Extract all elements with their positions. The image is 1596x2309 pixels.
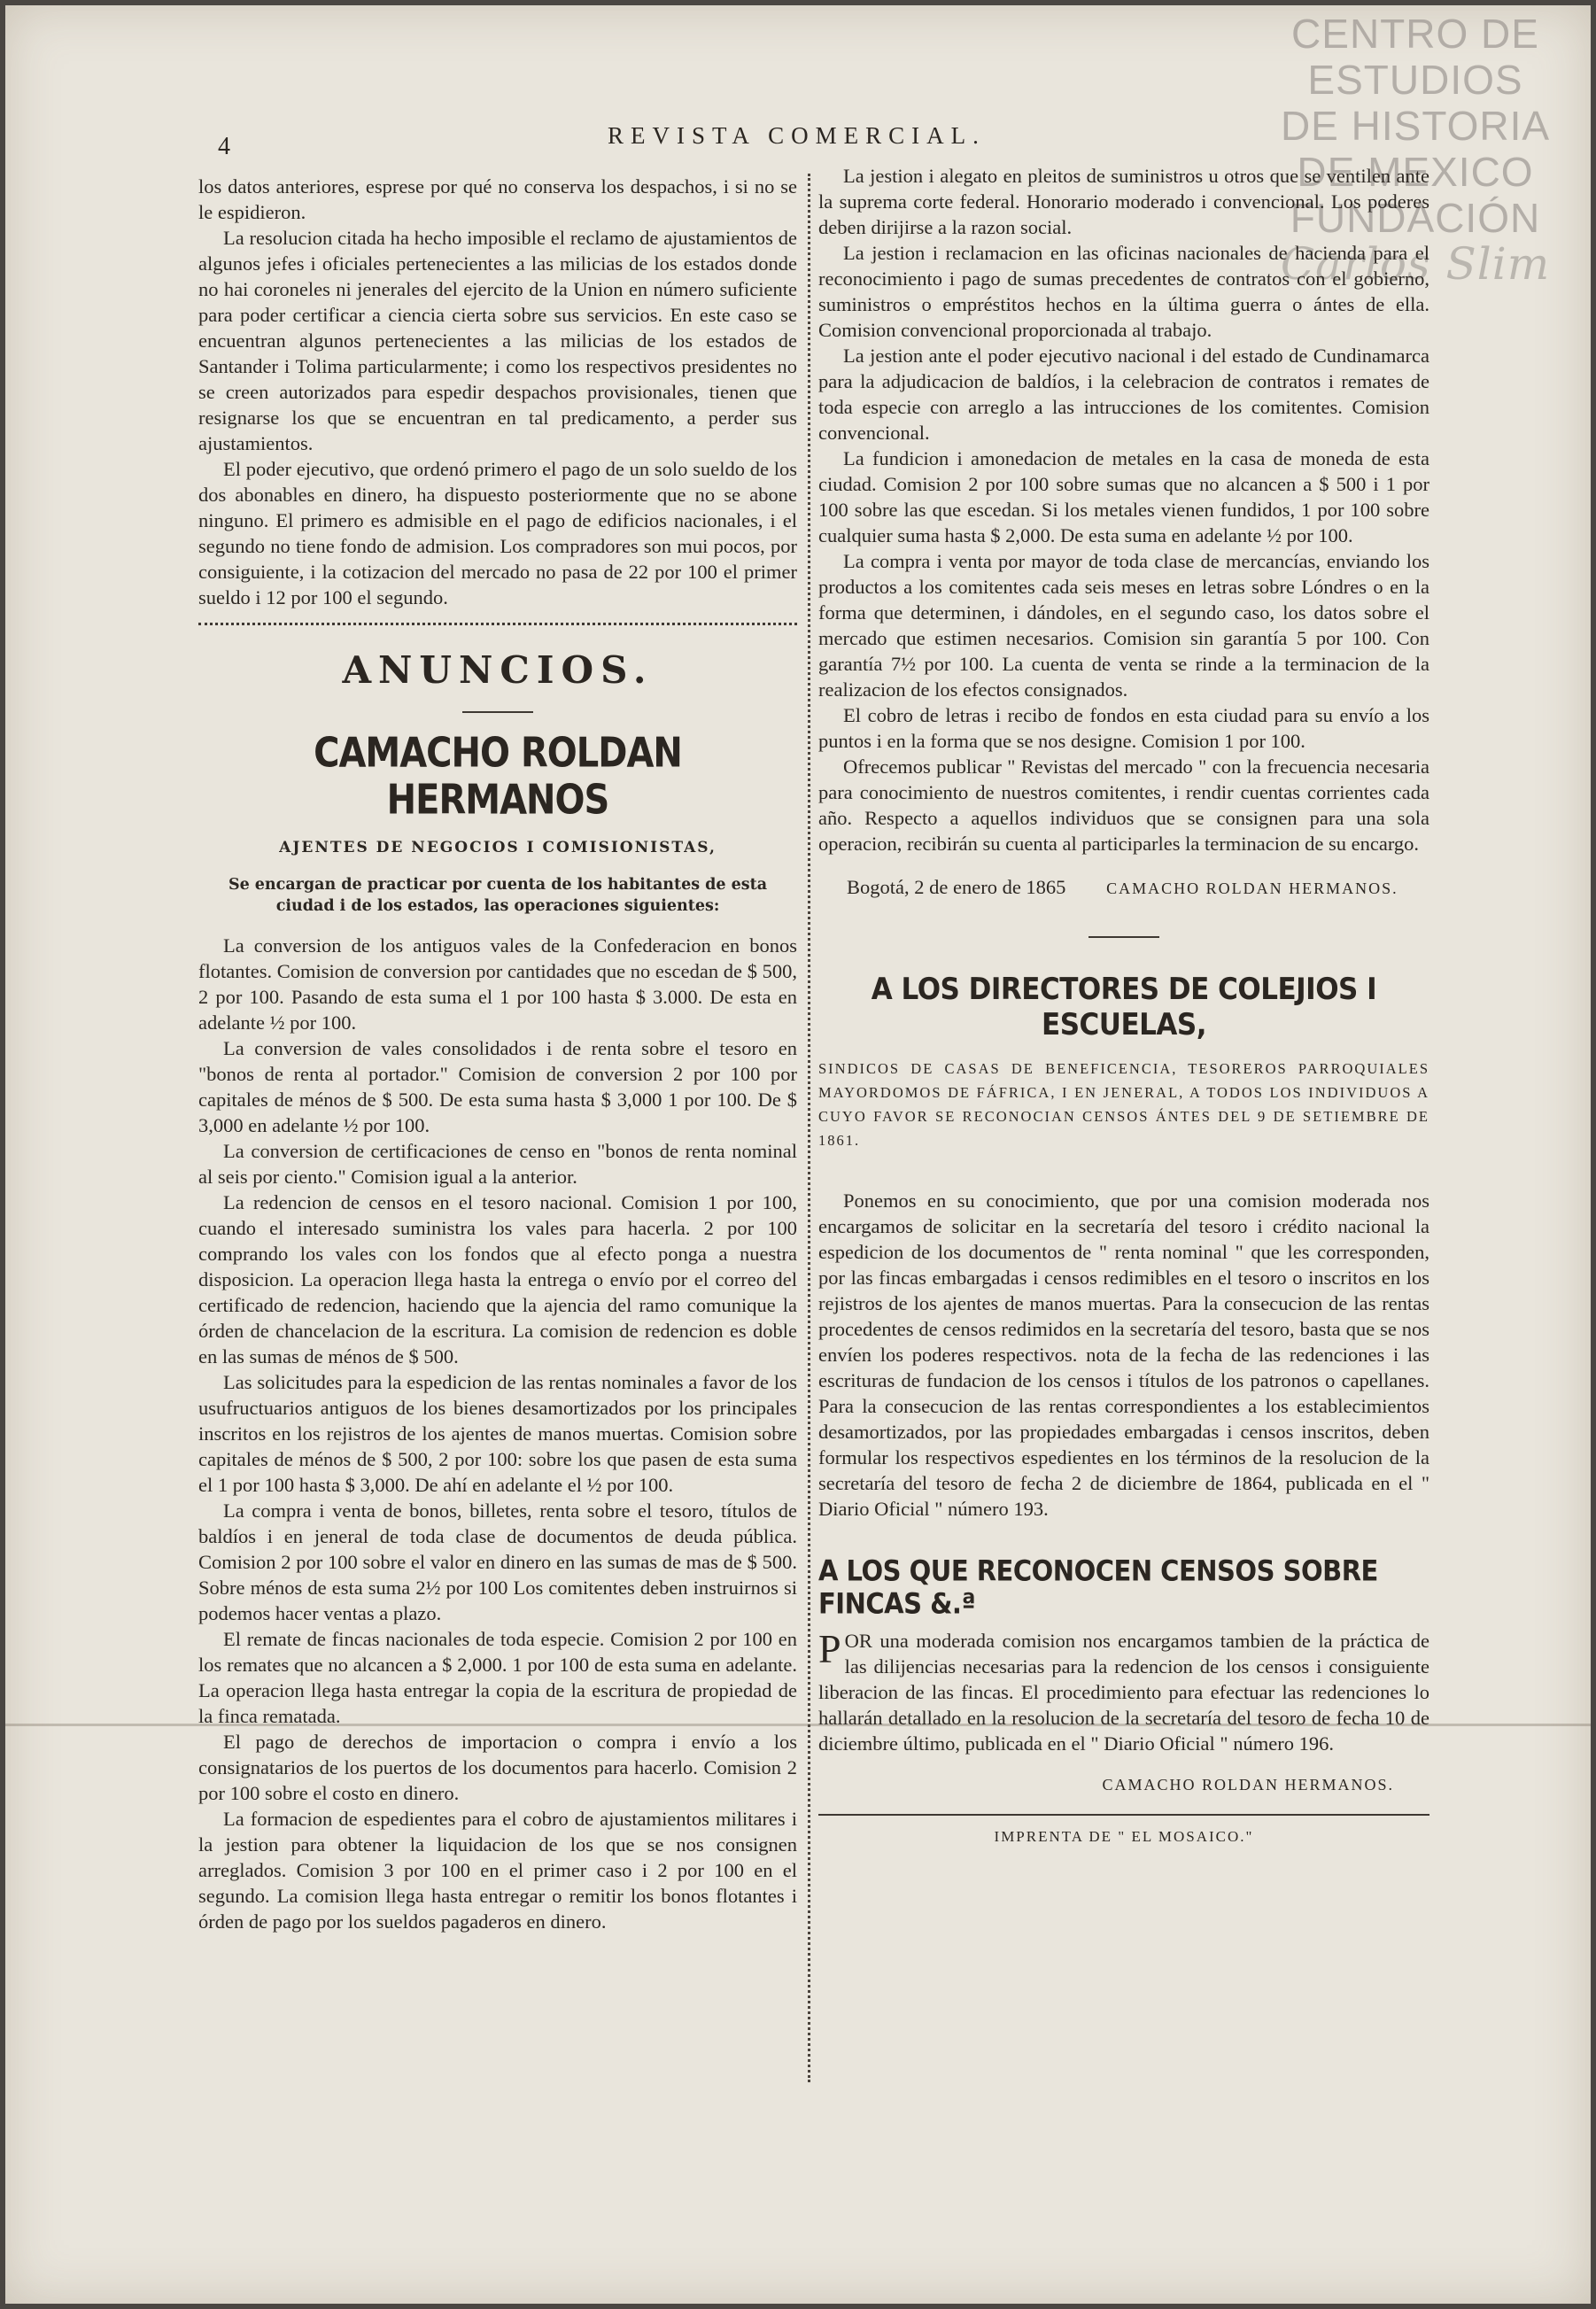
paragraph: Las solicitudes para la espedicion de las rentas nominales a favor de los usufructuarios antiguos de los bienes desamortizados por los principales inscritos en los rejistros de los ajentes de manos muertas. Comision sobre capitales de ménos de $ 500, 2 por 100: sobre los que pasen de esta suma el 1 por 100 hasta $ 3,000. De ahí en adelante el ½ por 100. [198,1371,797,1496]
short-rule [1089,936,1159,938]
newspaper-page [5,5,1591,2304]
short-rule [462,711,533,713]
signature-line [818,876,1429,899]
paragraph: El cobro de letras i recibo de fondos en esta ciudad para su envío a los puntos i en la forma que se nos designe. Comision 1 por 100. [818,704,1429,752]
paragraph: La compra i venta por mayor de toda clase de mercancías, enviando los productos a los comitentes cada seis meses en letras sobre Lóndres o en la forma que determinen, i dándoles, en el segundo caso, los datos sobre el mercado que estimen necesarios. Comision sin garantía 5 por 100. Con garantía 7½ por 100. La cuenta de venta se rinde a la terminacion de la realizacion de los efectos consignados. [818,550,1429,701]
paragraph: La jestion i reclamacion en las oficinas nacionales de hacienda para el reconocimiento i pago de sumas precedentes de contratos con el gobierno, suministros o empréstitos hechos en la última guerra o ántes de ella. Comision convencional proporcionada al trabajo. [818,242,1429,341]
firm-signature: CAMACHO ROLDAN HERMANOS. [1102,1776,1394,1794]
right-column [818,163,1429,1846]
running-head: REVISTA COMERCIAL. [608,122,986,149]
firm-signature: CAMACHO ROLDAN HERMANOS. [1106,879,1398,897]
firm-description: Se encargan de practicar por cuenta de los habitantes de esta ciudad i de los estados, las operaciones siguientes: [228,876,768,915]
paragraph: los datos anteriores, esprese por qué no conserva los despachos, i si no se le espidieron. [198,175,797,223]
notice-subheading: SINDICOS DE CASAS DE BENEFICENCIA, TESOREROS PARROQUIALES MAYORDOMOS DE FÁFRICA, I EN JENERAL, A TODOS LOS INDIVIDUOS A CUYO FAVOR SE RECONOCIAN CENSOS ÁNTES DEL 9 DE SETIEMBRE DE 1861. [818,1060,1429,1149]
watermark-line: CENTRO DE [1291,11,1539,57]
watermark-line: DE MEXICO [1297,149,1534,195]
firm-heading: CAMACHO ROLDAN HERMANOS [314,730,682,824]
paragraph: La resolucion citada ha hecho imposible el reclamo de ajustamientos de algunos jefes i oficiales pertenecientes a las milicias de los estados donde no hai coroneles ni jenerales del ejercito de la Union en número suficiente para poder certificar a ciencia cierta sobre sus servicios. En este caso se encuentran algunos pertenecientes a las milicias de los estados de Santander i Tolima particularmente; i como los respectivos presidentes no se creen autorizados para espedir despachos provisionales, tienen que resignarse los que se encuentran en tal predicamento, a perder sus ajustamientos. [198,227,797,454]
paragraph: El poder ejecutivo, que ordenó primero el pago de un solo sueldo de los dos abonables en dinero, ha dispuesto posteriormente que no se abone ninguno. El primero es admisible en el pago de edificios nacionales, i el segundo no tiene fondo de admision. Los compradores son mui pocos, por consiguiente, i la cotizacion del mercado no pasa de 22 por 100 el primer sueldo i 12 por 100 el segundo. [198,458,797,608]
section-title: ANUNCIOS. [342,648,654,692]
left-column [198,174,797,1934]
watermark-line: DE HISTORIA [1280,103,1551,149]
paragraph: La redencion de censos en el tesoro nacional. Comision 1 por 100, cuando el interesado suministra los vales para hacerla. 2 por 100 comprando los vales con los fondos que al efecto ponga a nuestra disposicion. La operacion llega hasta la entrega o envío por el correo del certificado de redencion, haciendo que la ajencia del ramo comunique la órden de chancelacion de la escritura. La comision de redencion es doble en las sumas de ménos de $ 500. [198,1191,797,1368]
notice-heading: A LOS QUE RECONOCEN CENSOS SOBRE FINCAS &.ª [818,1554,1378,1621]
paragraph: La jestion i alegato en pleitos de suministros u otros que se ventilen ante la suprema corte federal. Honorario moderado i convencional. Los poderes deben dirijirse a la razon social. [818,165,1429,238]
drop-cap: P [818,1626,841,1671]
paragraph: Ponemos en su conocimiento, que por una comision moderada nos encargamos de solicitar en la secretaría del tesoro i crédito nacional la espedicion de los documentos de " renta nominal " que les corresponden, por las fincas embargadas i censos redimibles en el tesoro o inscritos en los rejistros de los ajentes de manos muertas. Para la consecucion de las rentas procedentes de censos redimidos en la secretaría del tesoro, basta que se nos envíen los poderes respectivos. nota de la fecha de las redenciones i las escrituras de fundacion de los censos i títulos de los patronos o capellanes. Para la consecucion de las rentas correspondientes a los establecimientos desamortizados, por las propiedades embargadas i censos inscritos, deben formular los respectivos espedientes en los términos de la resolucion de la secretaría del tesoro de fecha 2 de diciembre de 1864, publicada en el " Diario Oficial " número 193. [818,1189,1429,1520]
paragraph: La conversion de vales consolidados i de renta sobre el tesoro en "bonos de renta al portador." Comision de conversion 2 por 100 por capitales de ménos de $ 500. De esta suma hasta $ 3,000 1 por 100. De $ 3,000 en adelante ½ por 100. [198,1037,797,1136]
bottom-rule [818,1814,1429,1816]
paragraph: La compra i venta de bonos, billetes, renta sobre el tesoro, títulos de baldíos i en jeneral de toda clase de documentos de deuda pública. Comision 2 por 100 sobre el valor en dinero en las sumas de mas de $ 500. Sobre ménos de esta suma 2½ por 100 Los comitentes deben instruirnos si podemos hacer ventas a plazo. [198,1499,797,1624]
paragraph: La conversion de los antiguos vales de la Confederacion en bonos flotantes. Comision de conversion por cantidades que no escedan de $ 500, 2 por 100. Pasando de esta suma el 1 por 100 hasta $ 3.000. De esta en adelante ½ por 100. [198,934,797,1034]
column-divider [808,174,810,2082]
paragraph-text: OR una moderada comision nos encargamos tambien de la práctica de las dilijencias necesarias para la redencion de los censos i consiguiente liberacion de las fincas. El procedimiento para efectuar las redenciones lo hallarán detallado en la resolucion de la secretaría del tesoro de fecha 10 de diciembre último, publicada en el " Diario Oficial " número 196. [818,1630,1429,1755]
paragraph: El remate de fincas nacionales de toda especie. Comision 2 por 100 en los remates que no alcancen a $ 2,000. 1 por 100 de esta suma en adelante. La operacion llega hasta entregar la copia de la escritura de propiedad de la finca rematada. [198,1628,797,1727]
date-line: Bogotá, 2 de enero de 1865 [847,876,1066,898]
paragraph: Ofrecemos publicar " Revistas del mercado " con la frecuencia necesaria para conocimiento de nuestros comitentes, i rendir cuentas corrientes cada año. Respecto a aquellos individuos que se consignen para una sola operacion, recibirán su cuenta al participarles la terminacion de su encargo. [818,755,1429,855]
paragraph [818,1628,1429,1756]
watermark-line: FUNDACIÓN [1290,195,1541,241]
watermark-line: ESTUDIOS [1307,57,1523,103]
imprint-line: IMPRENTA DE " EL MOSAICO." [994,1828,1254,1845]
paragraph: La conversion de certificaciones de censo en "bonos de renta nominal al seis por ciento." Comision igual a la anterior. [198,1140,797,1188]
page-number: 4 [218,133,230,160]
paragraph: La jestion ante el poder ejecutivo nacional i del estado de Cundinamarca para la adjudicacion de baldíos, i la celebracion de contratos i remates de toda especie con arreglo a las intrucciones de los comitentes. Comision convencional. [818,345,1429,444]
paragraph: La formacion de espedientes para el cobro de ajustamientos militares i la jestion para obtener la liquidacion de los que se nos consignen arreglados. Comision 3 por 100 en el primer caso i 2 por 100 en el segundo. La comision llega hasta entregar o remitir los bonos flotantes i órden de pago por los sueldos pagaderos en dinero. [198,1808,797,1933]
paragraph: La fundicion i amonedacion de metales en la casa de moneda de esta ciudad. Comision 2 por 100 sobre sumas que no alcancen a $ 500 i 1 por 100 sobre las que escedan. Si los metales vienen fundidos, 1 por 100 sobre cualquier suma hasta $ 2,000. De esta suma en adelante ½ por 100. [818,447,1429,546]
notice-heading: A LOS DIRECTORES DE COLEJIOS I ESCUELAS, [871,972,1377,1042]
firm-subheading: AJENTES DE NEGOCIOS I COMISIONISTAS, [279,839,717,856]
watermark-signature: Carlos Slim [1280,238,1551,290]
paragraph: El pago de derechos de importacion o compra i envío a los consignatarios de los puertos de los documentos para hacerlo. Comision 2 por 100 sobre el costo en dinero. [198,1731,797,1804]
section-separator [198,623,797,631]
